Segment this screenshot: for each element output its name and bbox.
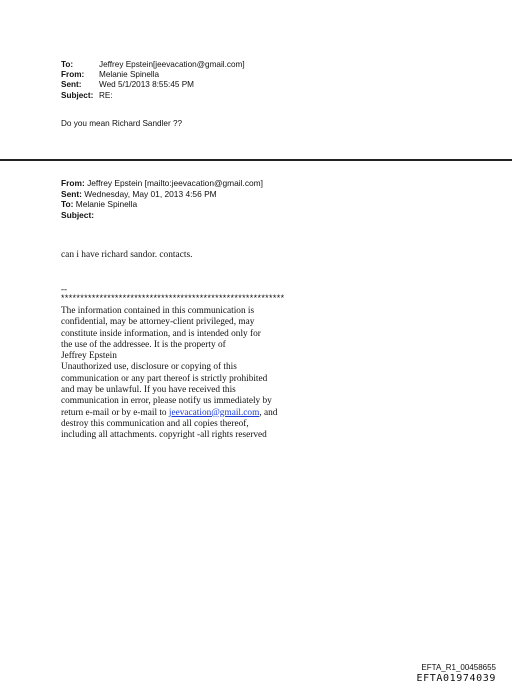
disclaimer-line: Unauthorized use, disclosure or copying of this — [61, 362, 237, 373]
sent-label: Sent: — [61, 80, 82, 90]
to-row — [61, 60, 245, 70]
disclaimer-line: communication in error, please notify us immediately by — [61, 396, 272, 407]
disclaimer-line: and may be unlawful. If you have received this — [61, 385, 236, 396]
bates-number-large: EFTA01974039 — [416, 673, 496, 684]
fwd-to-value: Melanie Spinella — [75, 199, 138, 210]
fwd-sent-label: Sent: — [61, 188, 82, 199]
fwd-to-label: To: — [61, 199, 74, 210]
email-link[interactable]: jeevacation@gmail.com — [168, 407, 260, 418]
bates-number-small: EFTA_R1_00458655 — [421, 663, 496, 672]
fwd-from-label: From: — [61, 178, 85, 188]
fwd-subject-label: Subject: — [61, 209, 95, 220]
fwd-sent-row — [61, 189, 263, 200]
disclaimer-line: The information contained in this communication is — [61, 306, 255, 316]
disclaimer-line: constitute inside information, and is intended only for — [61, 328, 261, 339]
email-header — [61, 60, 245, 101]
fwd-to-row — [61, 199, 263, 210]
original-body: can i have richard sandor. contacts. — [61, 250, 193, 260]
disclaimer-line: the use of the addressee. It is the property of — [61, 339, 226, 350]
forwarded-header — [61, 178, 263, 220]
signature-dash: -- — [61, 284, 67, 294]
from-row — [61, 70, 245, 80]
fwd-sent-value: Wednesday, May 01, 2013 4:56 PM — [84, 188, 217, 199]
to-value: Jeffrey Epstein[jeevacation@gmail.com] — [99, 60, 245, 69]
subject-row — [61, 91, 245, 101]
from-value: Melanie Spinella — [99, 70, 160, 80]
disclaimer-line: communication or any part thereof is strictly prohibited — [61, 373, 268, 384]
disclaimer-line: destroy this communication and all copies thereof, — [61, 418, 249, 429]
disclaimer-line: confidential, may be attorney-client privileged, may — [61, 317, 255, 328]
fwd-subject-row — [61, 210, 263, 221]
subject-label: Subject: — [61, 90, 94, 100]
link-prefix: return e-mail or by e-mail to — [61, 407, 169, 418]
fwd-from-row — [61, 178, 263, 189]
reply-body: Do you mean Richard Sandler ?? — [61, 119, 183, 128]
to-label: To: — [61, 60, 74, 69]
star-divider: ********************************************************** — [61, 293, 285, 303]
disclaimer-line: including all attachments. copyright -all rights reserved — [61, 430, 267, 441]
fwd-from-value: Jeffrey Epstein [mailto:jeevacation@gmail.com] — [87, 178, 263, 188]
from-label: From: — [61, 70, 85, 80]
sent-row — [61, 80, 245, 90]
sent-value: Wed 5/1/2013 8:55:45 PM — [99, 80, 194, 90]
disclaimer-line: Jeffrey Epstein — [61, 351, 117, 362]
disclaimer-link-line — [61, 408, 361, 419]
subject-value: RE: — [99, 90, 113, 100]
separator-rule — [0, 159, 512, 161]
disclaimer — [61, 306, 361, 442]
link-suffix: , and — [259, 407, 278, 418]
